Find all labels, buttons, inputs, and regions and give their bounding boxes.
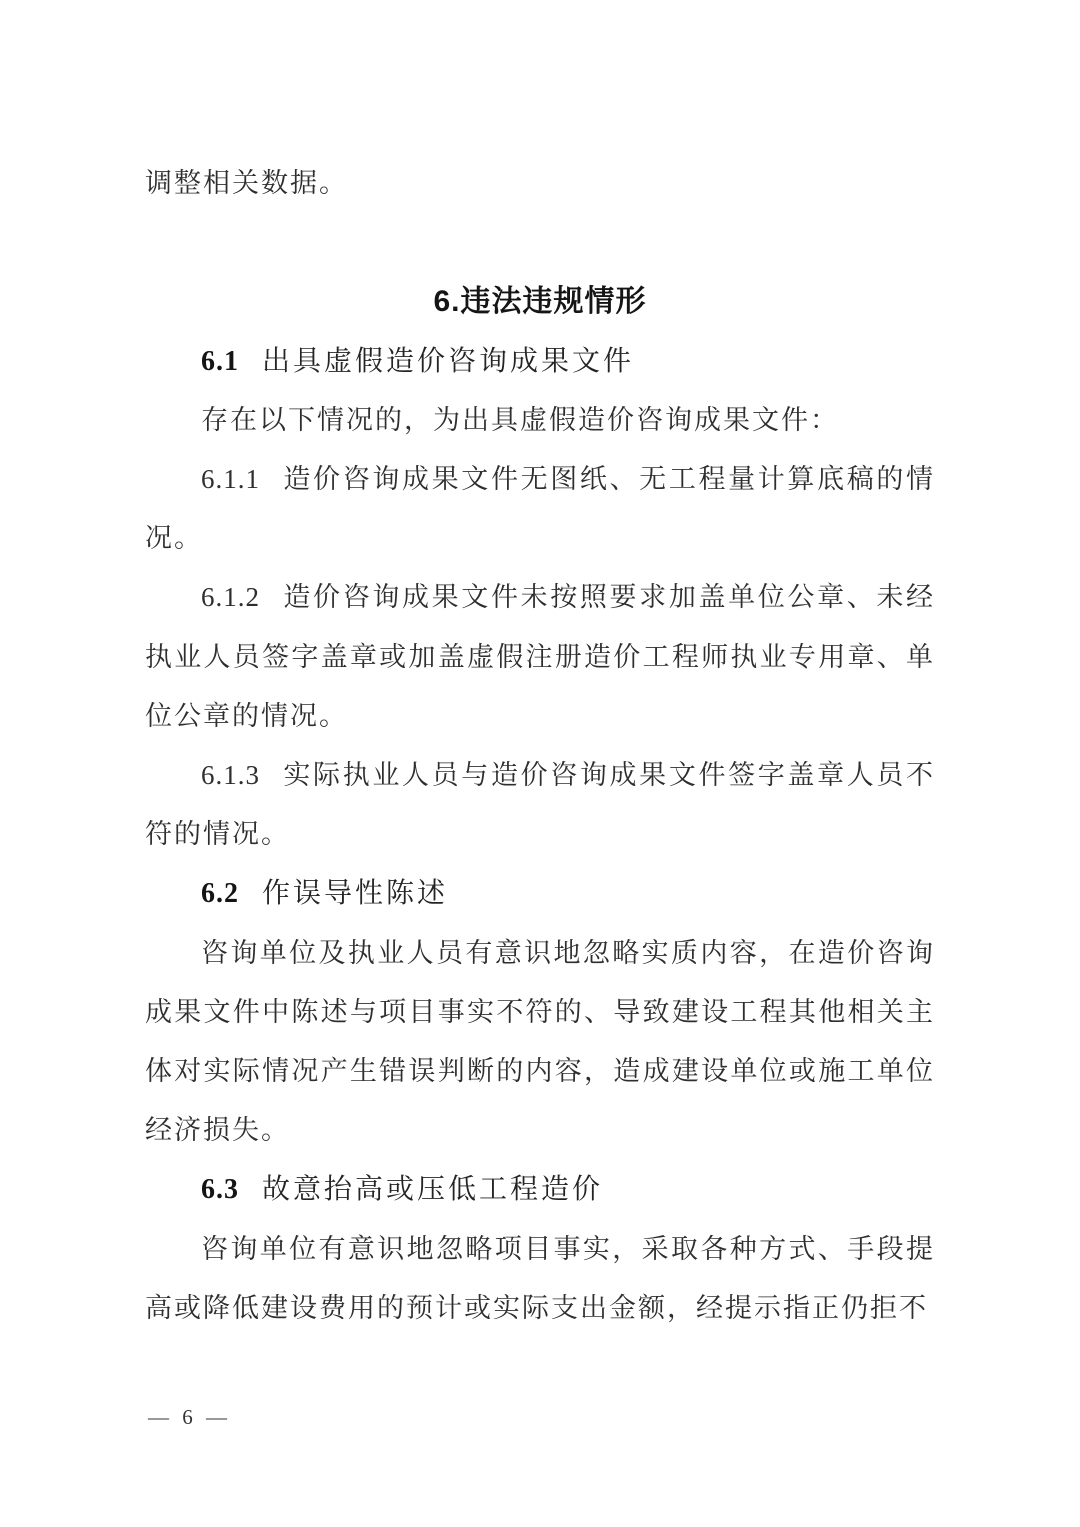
section-6-3-body-paragraph: 咨询单位有意识地忽略项目事实，采取各种方式、手段提高或降低建设费用的预计或实际支出金额，经提示指正仍拒不 bbox=[145, 1233, 935, 1323]
section-6-1-intro-paragraph: 存在以下情况的，为出具虚假造价咨询成果文件： bbox=[201, 404, 839, 435]
section-title: 故意抬高或压低工程造价 bbox=[262, 1174, 604, 1206]
clause-text: 造价咨询成果文件无图纸、无工程量计算底稿的情况。 bbox=[145, 464, 936, 554]
section-heading-6-2 bbox=[145, 864, 935, 923]
chapter-heading: 6.违法违规情形 bbox=[433, 285, 647, 319]
page-number: — 6 — bbox=[148, 1405, 231, 1429]
section-heading-6-3 bbox=[145, 1160, 935, 1219]
clause-6-1-3 bbox=[145, 746, 935, 864]
clause-6-1-2 bbox=[145, 568, 935, 746]
clause-text: 实际执业人员与造价咨询成果文件签字盖章人员不符的情况。 bbox=[145, 760, 936, 850]
section-heading-6-1 bbox=[145, 332, 935, 391]
continuation-paragraph: 调整相关数据。 bbox=[145, 168, 348, 198]
document-body bbox=[145, 154, 935, 1338]
section-number: 6.1 bbox=[201, 345, 239, 377]
clause-number: 6.1.1 bbox=[201, 464, 260, 494]
clause-number: 6.1.3 bbox=[201, 760, 260, 791]
clause-6-1-1 bbox=[145, 450, 935, 568]
section-6-2-body-paragraph: 咨询单位及执业人员有意识地忽略实质内容，在造价咨询成果文件中陈述与项目事实不符的、导致建设工程其他相关主体对实际情况产生错误判断的内容，造成建设单位或施工单位经济损失。 bbox=[145, 937, 935, 1146]
clause-number: 6.1.2 bbox=[201, 582, 260, 613]
section-number: 6.2 bbox=[201, 878, 239, 910]
clause-text: 造价咨询成果文件未按照要求加盖单位公章、未经执业人员签字盖章或加盖虚假注册造价工程师执业专用章、单位公章的情况。 bbox=[145, 582, 936, 731]
section-number: 6.3 bbox=[201, 1174, 239, 1206]
section-title: 作误导性陈述 bbox=[262, 878, 449, 910]
section-title: 出具虚假造价咨询成果文件 bbox=[262, 345, 635, 377]
